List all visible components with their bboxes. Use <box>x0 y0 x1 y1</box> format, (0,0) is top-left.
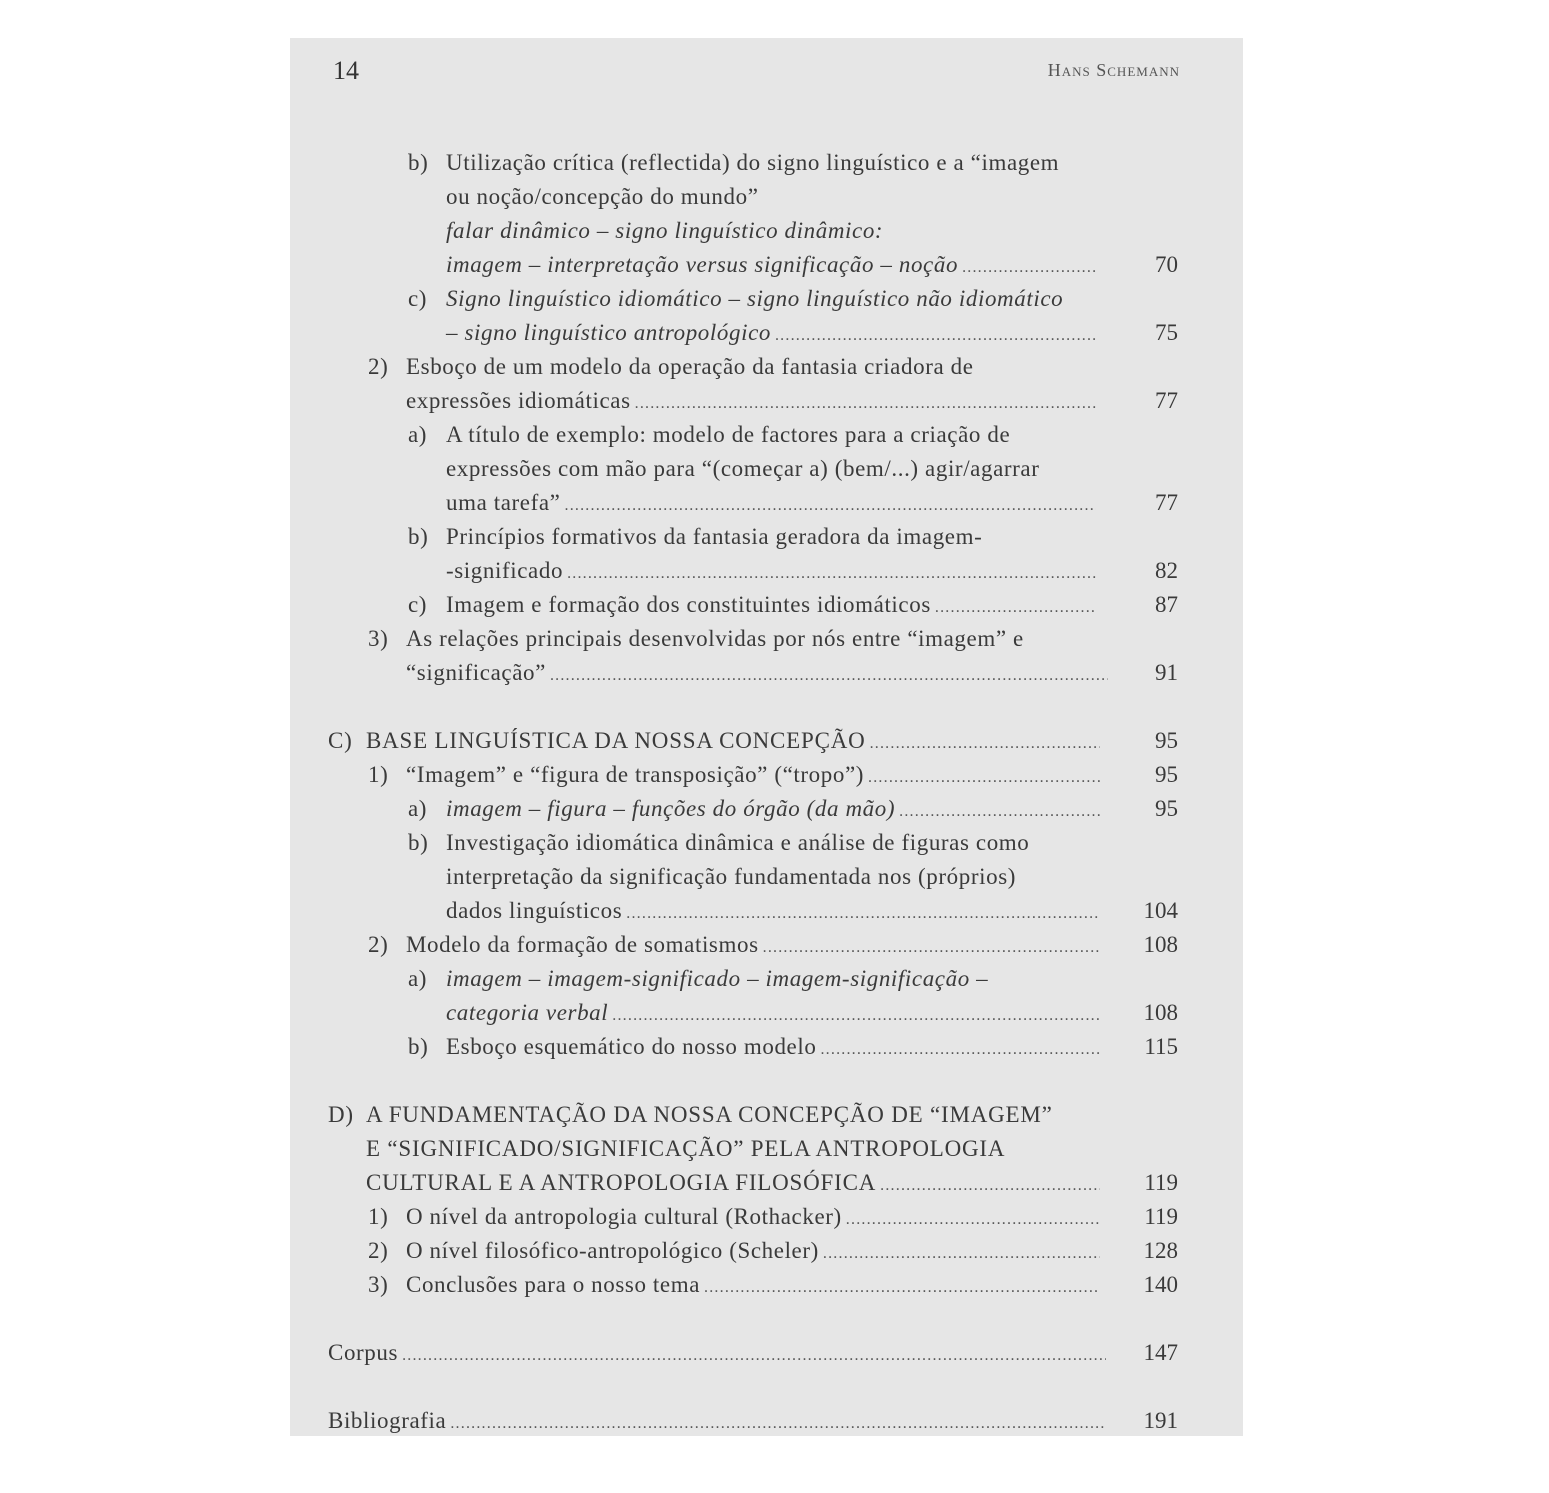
dot-leader <box>846 1203 1100 1237</box>
dot-leader <box>899 795 1100 829</box>
toc-entry-3-relacoes[interactable] <box>368 622 1128 656</box>
toc-entry-text: falar dinâmico – signo linguístico dinâmico: <box>446 218 884 243</box>
toc-entry-C1b[interactable] <box>408 826 1108 860</box>
toc-marker: b) <box>408 1034 429 1059</box>
dot-leader <box>962 251 1096 285</box>
toc-page-number: 115 <box>1144 1034 1178 1059</box>
toc-marker: b) <box>408 830 429 855</box>
toc-entry-text: Imagem e formação dos constituintes idiomáticos <box>446 592 931 617</box>
toc-marker: 3) <box>368 626 389 651</box>
toc-page-number: 108 <box>1143 932 1178 957</box>
toc-entry-text: Modelo da formação de somatismos <box>406 932 759 957</box>
toc-entry-D2[interactable] <box>368 1234 1100 1268</box>
toc-entry-text: Esboço esquemático do nosso modelo <box>446 1034 817 1059</box>
toc-entry-text: uma tarefa” <box>446 490 561 515</box>
running-head-author: Hans Schemann <box>1047 60 1180 80</box>
toc-entry-bibliografia[interactable] <box>328 1404 1106 1436</box>
dot-leader <box>450 1407 1106 1436</box>
toc-entry-a-titulo[interactable] <box>408 418 1108 452</box>
toc-page-number: 108 <box>1143 1000 1178 1025</box>
toc-page-number: 104 <box>1143 898 1178 923</box>
toc-page-number: 70 <box>1155 252 1178 277</box>
toc-entry-2-esboco[interactable] <box>368 350 1108 384</box>
toc-page-number: 95 <box>1155 728 1178 753</box>
toc-entry-C2[interactable] <box>368 928 1100 962</box>
toc-entry-continuation <box>446 554 1096 588</box>
toc-entry-text: CULTURAL E A ANTROPOLOGIA FILOSÓFICA <box>366 1170 877 1195</box>
dot-leader <box>565 489 1097 523</box>
toc-entry-C1[interactable] <box>368 758 1100 792</box>
toc-section-C[interactable] <box>328 724 1100 758</box>
toc-entry-continuation <box>406 384 1096 418</box>
toc-entry-text: Signo linguístico idiomático – signo linguístico não idiomático <box>446 286 1064 311</box>
toc-page-number: 95 <box>1155 796 1178 821</box>
toc-entry-continuation <box>446 996 1100 1030</box>
toc-entry-text: Investigação idiomática dinâmica e análise de figuras como <box>446 830 1030 855</box>
dot-leader <box>775 319 1096 353</box>
toc-entry-C2b[interactable] <box>408 1030 1100 1064</box>
toc-entry-corpus[interactable] <box>328 1336 1106 1370</box>
dot-leader <box>820 1033 1100 1067</box>
toc-marker: 1) <box>368 762 389 787</box>
dot-leader <box>550 659 1108 693</box>
dot-leader <box>880 1169 1100 1203</box>
toc-entry-continuation <box>446 860 1016 894</box>
toc-entry-b-utilizacao[interactable] <box>408 146 1108 180</box>
dot-leader <box>612 999 1100 1033</box>
toc-entry-text: imagem – imagem-significado – imagem-significação – <box>446 966 989 991</box>
toc-page-number: 77 <box>1155 388 1178 413</box>
toc-entry-text: Bibliografia <box>328 1408 447 1433</box>
toc-entry-text: Utilização crítica (reflectida) do signo linguístico e a “imagem <box>446 150 1060 175</box>
toc-entry-C2a[interactable] <box>408 962 1108 996</box>
toc-entry-text: Esboço de um modelo da operação da fantasia criadora de <box>406 354 974 379</box>
toc-entry-continuation <box>366 1132 1005 1166</box>
toc-entry-continuation <box>406 656 1108 690</box>
toc-marker: c) <box>408 286 428 311</box>
toc-entry-text: “Imagem” e “figura de transposição” (“tropo”) <box>406 762 865 787</box>
toc-entry-c-signo[interactable] <box>408 282 1128 316</box>
dot-leader <box>868 761 1100 795</box>
toc-page-number: 128 <box>1143 1238 1178 1263</box>
dot-leader <box>935 591 1096 625</box>
toc-entry-continuation <box>446 316 1096 350</box>
toc-marker: 2) <box>368 1238 389 1263</box>
toc-entry-b-principios[interactable] <box>408 520 1108 554</box>
toc-entry-text: expressões com mão para “(começar a) (bem/...) agir/agarrar <box>446 456 1040 481</box>
toc-marker: a) <box>408 796 428 821</box>
toc-entry-continuation <box>446 214 883 248</box>
toc-entry-text: Princípios formativos da fantasia geradora da imagem- <box>446 524 983 549</box>
toc-marker: b) <box>408 524 429 549</box>
toc-marker: C) <box>328 728 353 753</box>
toc-page-number: 87 <box>1155 592 1178 617</box>
dot-leader <box>763 931 1100 965</box>
toc-entry-D1[interactable] <box>368 1200 1100 1234</box>
toc-page-number: 95 <box>1155 762 1178 787</box>
dot-leader <box>823 1237 1100 1271</box>
toc-entry-text: -significado <box>446 558 564 583</box>
toc-entry-C1a[interactable] <box>408 792 1100 826</box>
toc-page-number: 119 <box>1144 1170 1178 1195</box>
dot-leader <box>402 1339 1106 1373</box>
toc-entry-text: A FUNDAMENTAÇÃO DA NOSSA CONCEPÇÃO DE “IMAGEM” <box>366 1102 1053 1127</box>
dot-leader <box>870 727 1100 761</box>
toc-entry-text: imagem – interpretação versus significação – noção <box>446 252 959 277</box>
toc-entry-text: A título de exemplo: modelo de factores para a criação de <box>446 422 1011 447</box>
toc-entry-text: Conclusões para o nosso tema <box>406 1272 701 1297</box>
toc-marker: 2) <box>368 354 389 379</box>
page-number: 14 <box>333 56 359 85</box>
toc-marker: a) <box>408 422 428 447</box>
toc-entry-text: dados linguísticos <box>446 898 623 923</box>
toc-entry-continuation <box>446 894 1100 928</box>
toc-marker: 2) <box>368 932 389 957</box>
toc-page-number: 119 <box>1144 1204 1178 1229</box>
toc-entry-continuation <box>446 180 759 214</box>
dot-leader <box>626 897 1100 931</box>
toc-entry-text: – signo linguístico antropológico <box>446 320 771 345</box>
toc-entry-text: interpretação da significação fundamentada nos (próprios) <box>446 864 1017 889</box>
toc-marker: D) <box>328 1102 354 1127</box>
toc-page-number: 191 <box>1143 1408 1178 1433</box>
toc-page-number: 77 <box>1155 490 1178 515</box>
toc-page-number: 82 <box>1155 558 1178 583</box>
toc-entry-text: imagem – figura – funções do órgão (da mão) <box>446 796 896 821</box>
toc-entry-text: As relações principais desenvolvidas por nós entre “imagem” e <box>406 626 1024 651</box>
toc-entry-text: “significação” <box>406 660 546 685</box>
toc-entry-text: Corpus <box>328 1340 399 1365</box>
toc-marker: 3) <box>368 1272 389 1297</box>
toc-entry-text: O nível da antropologia cultural (Rothacker) <box>406 1204 842 1229</box>
toc-entry-c-imagem[interactable] <box>408 588 1096 622</box>
toc-marker: c) <box>408 592 428 617</box>
toc-entry-text: O nível filosófico-antropológico (Scheler) <box>406 1238 819 1263</box>
toc-marker: a) <box>408 966 428 991</box>
toc-page-number: 75 <box>1155 320 1178 345</box>
toc-marker: b) <box>408 150 429 175</box>
dot-leader <box>567 557 1096 591</box>
toc-section-D[interactable] <box>328 1098 1108 1132</box>
toc-entry-text: categoria verbal <box>446 1000 609 1025</box>
toc-entry-D3[interactable] <box>368 1268 1100 1302</box>
toc-entry-continuation <box>446 452 1040 486</box>
toc-entry-text: E “SIGNIFICADO/SIGNIFICAÇÃO” PELA ANTROPOLOGIA <box>366 1136 1006 1161</box>
book-page <box>290 38 1243 1436</box>
dot-leader <box>704 1271 1100 1305</box>
toc-page-number: 91 <box>1155 660 1178 685</box>
toc-entry-text: expressões idiomáticas <box>406 388 631 413</box>
toc-entry-continuation <box>446 248 1096 282</box>
toc-page-number: 147 <box>1143 1340 1178 1365</box>
toc-entry-text: ou noção/concepção do mundo” <box>446 184 759 209</box>
toc-entry-continuation <box>366 1166 1100 1200</box>
toc-entry-text: BASE LINGUÍSTICA DA NOSSA CONCEPÇÃO <box>366 728 866 753</box>
toc-page-number: 140 <box>1143 1272 1178 1297</box>
dot-leader <box>635 387 1096 421</box>
toc-marker: 1) <box>368 1204 389 1229</box>
toc-entry-continuation <box>446 486 1096 520</box>
